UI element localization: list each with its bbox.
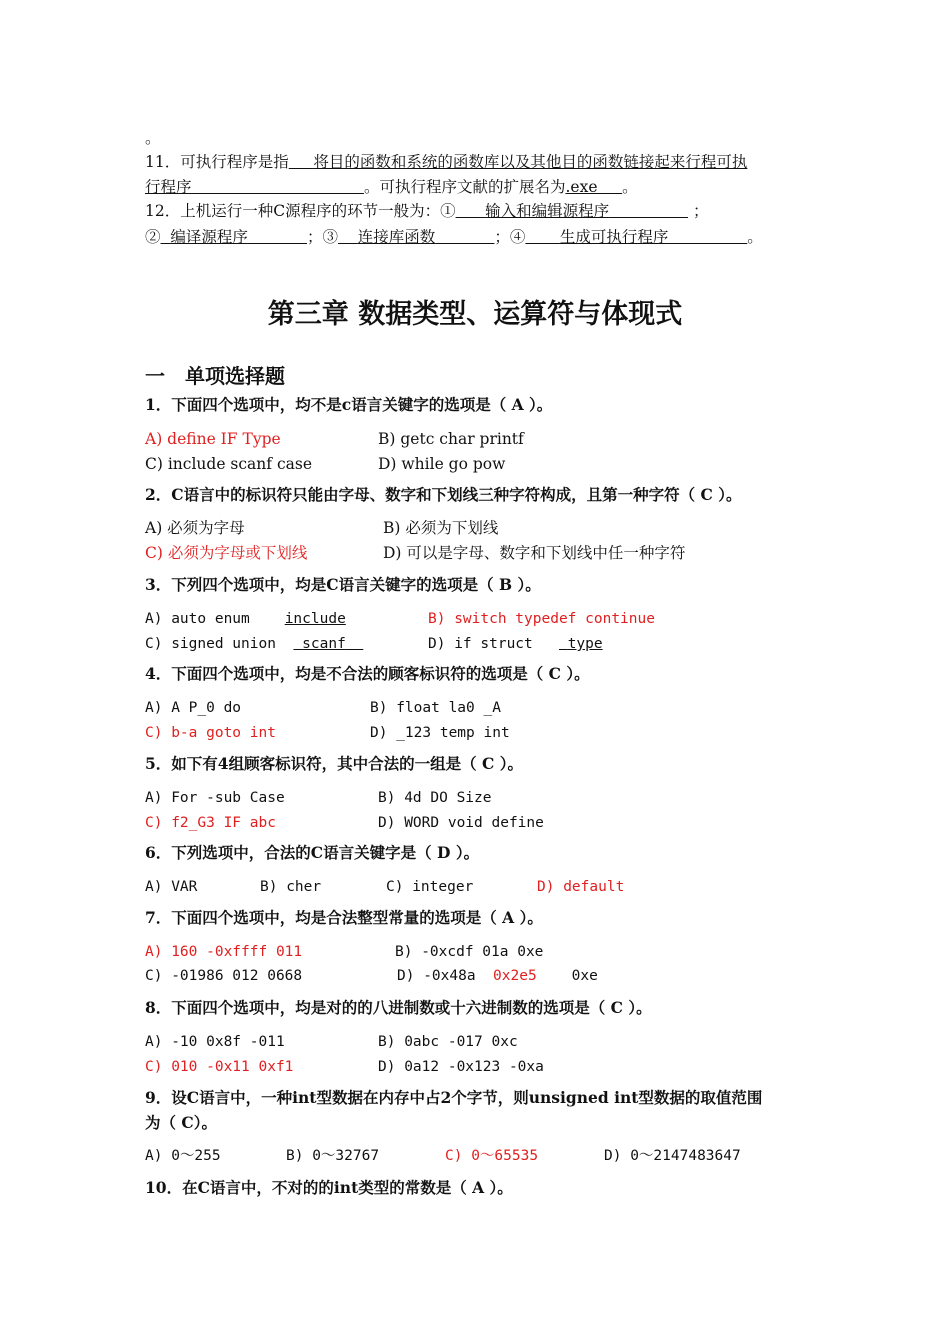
question-4: 4．下面四个选项中，均是不合法的顾客标识符的选项是（ C ）。 bbox=[145, 664, 590, 683]
q2-option-d: D) 可以是字母、数字和下划线中任一种字符 bbox=[383, 544, 686, 562]
q12-step-4: 生成可执行程序 bbox=[559, 228, 669, 246]
q7-option-d-red: 0x2e5 bbox=[493, 968, 537, 984]
q8-option-d: D) 0a12 -0x123 -0xa bbox=[378, 1059, 544, 1075]
q1-option-d: D) while go pow bbox=[378, 455, 506, 473]
q3-option-b: B) switch typedef continue bbox=[428, 611, 655, 627]
q12-line-1 bbox=[145, 201, 708, 221]
q12-num-2: ② bbox=[145, 228, 161, 246]
q11-line-2 bbox=[145, 177, 638, 197]
q11-ext-answer: .exe bbox=[565, 178, 598, 196]
q12-line-2 bbox=[145, 227, 763, 247]
q9-option-a: A) 0～255 bbox=[145, 1148, 221, 1164]
q7-option-d bbox=[397, 966, 598, 986]
q3-option-a-text: A) auto enum bbox=[145, 611, 250, 627]
q8-option-b: B) 0abc -017 0xc bbox=[378, 1034, 518, 1050]
q12-prefix: 12．上机运行一种C源程序的环节一般为：① bbox=[145, 202, 456, 220]
q12-step-2: 编译源程序 bbox=[170, 228, 248, 246]
question-6: 6．下列选项中，合法的C语言关键字是（ D ）。 bbox=[145, 843, 480, 862]
q12-sep-1: ； bbox=[692, 202, 709, 220]
q2-option-b: B) 必须为下划线 bbox=[383, 519, 499, 537]
q4-option-d: D) _123 temp int bbox=[370, 725, 510, 741]
q3-option-c-underlined: scanf bbox=[302, 636, 346, 652]
q7-option-d-prefix: D) -0x48a bbox=[397, 968, 476, 984]
question-5: 5．如下有4组顾客标识符，其中合法的一组是（ C ）。 bbox=[145, 754, 523, 773]
q3-option-d-underlined: type bbox=[567, 636, 603, 652]
q6-option-d: D) default bbox=[537, 879, 625, 895]
question-8: 8．下面四个选项中，均是对的的八进制数或十六进制数的选项是（ C ）。 bbox=[145, 998, 652, 1017]
q2-option-a: A) 必须为字母 bbox=[145, 519, 245, 537]
q11-ext-label: 。可执行程序文献的扩展名为 bbox=[363, 178, 566, 196]
q7-option-d-suffix: 0xe bbox=[571, 968, 598, 984]
question-7: 7．下面四个选项中，均是合法整型常量的选项是（ A ）。 bbox=[145, 908, 543, 927]
question-2: 2．C语言中的标识符只能由字母、数字和下划线三种字符构成，且第一种字符（ C ）。 bbox=[145, 485, 742, 504]
question-10: 10．在C语言中，不对的的int类型的常数是（ A ）。 bbox=[145, 1178, 513, 1197]
q11-end: 。 bbox=[622, 178, 638, 196]
q3-option-a-underlined: include bbox=[284, 611, 346, 627]
q12-step-1: 输入和编辑源程序 bbox=[485, 202, 610, 220]
q8-option-c: C) 010 -0x11 0xf1 bbox=[145, 1059, 294, 1075]
q4-option-a: A) A P_0 do bbox=[145, 700, 242, 716]
question-1: 1．下面四个选项中，均不是c语言关键字的选项是（ A ）。 bbox=[145, 395, 553, 414]
q3-option-c-text: C) signed union bbox=[145, 636, 276, 652]
q3-option-a bbox=[145, 609, 346, 629]
q11-line-1 bbox=[145, 152, 747, 172]
q5-option-c: C) f2_G3 IF abc bbox=[145, 815, 276, 831]
q5-option-b: B) 4d DO Size bbox=[378, 790, 492, 806]
q6-option-b: B) cher bbox=[260, 879, 322, 895]
q6-option-a: A) VAR bbox=[145, 879, 198, 895]
q4-option-c: C) b-a goto int bbox=[145, 725, 276, 741]
q7-option-a: A) 160 -0xffff 011 bbox=[145, 944, 303, 960]
q3-option-d-text: D) if struct bbox=[428, 636, 533, 652]
stray-period: 。 bbox=[145, 129, 161, 147]
q1-option-a: A) define IF Type bbox=[145, 430, 281, 448]
q12-step-3: 连接库函数 bbox=[357, 228, 436, 246]
question-9-cont: 为（ C）。 bbox=[145, 1113, 217, 1132]
question-3: 3．下列四个选项中，均是C语言关键字的选项是（ B ）。 bbox=[145, 575, 541, 594]
q9-option-c: C) 0～65535 bbox=[445, 1148, 539, 1164]
q11-answer-1: 将目的函数和系统的函数库以及其他目的函数链接起来行程可执 bbox=[313, 153, 748, 171]
q1-option-b: B) getc char printf bbox=[378, 430, 524, 448]
q2-option-c: C) 必须为字母或下划线 bbox=[145, 544, 308, 562]
q5-option-d: D) WORD void define bbox=[378, 815, 544, 831]
q5-option-a: A) For -sub Case bbox=[145, 790, 285, 806]
q1-option-c: C) include scanf case bbox=[145, 455, 312, 473]
q12-num-3: ；③ bbox=[307, 228, 339, 246]
q3-option-d bbox=[428, 634, 603, 654]
q11-prefix: 11．可执行程序是指 bbox=[145, 153, 289, 171]
q11-answer-2: 行程序 bbox=[145, 178, 192, 196]
q7-option-b: B) -0xcdf 01a 0xe bbox=[395, 944, 544, 960]
chapter-title: 第三章 数据类型、运算符与体现式 bbox=[267, 299, 683, 330]
q12-end: 。 bbox=[747, 228, 763, 246]
q6-option-c: C) integer bbox=[386, 879, 474, 895]
question-9: 9．设C语言中，一种int型数据在内存中占2个字节，则unsigned int型数据的取值范围 bbox=[145, 1088, 763, 1107]
q9-option-b: B) 0～32767 bbox=[286, 1148, 380, 1164]
q9-option-d: D) 0～2147483647 bbox=[604, 1148, 741, 1164]
q7-option-c: C) -01986 012 0668 bbox=[145, 968, 303, 984]
q12-num-4: ；④ bbox=[494, 228, 526, 246]
q4-option-b: B) float la0 _A bbox=[370, 700, 501, 716]
q3-option-c bbox=[145, 634, 363, 654]
section-title: 一 单项选择题 bbox=[145, 364, 285, 388]
q8-option-a: A) -10 0x8f -011 bbox=[145, 1034, 285, 1050]
